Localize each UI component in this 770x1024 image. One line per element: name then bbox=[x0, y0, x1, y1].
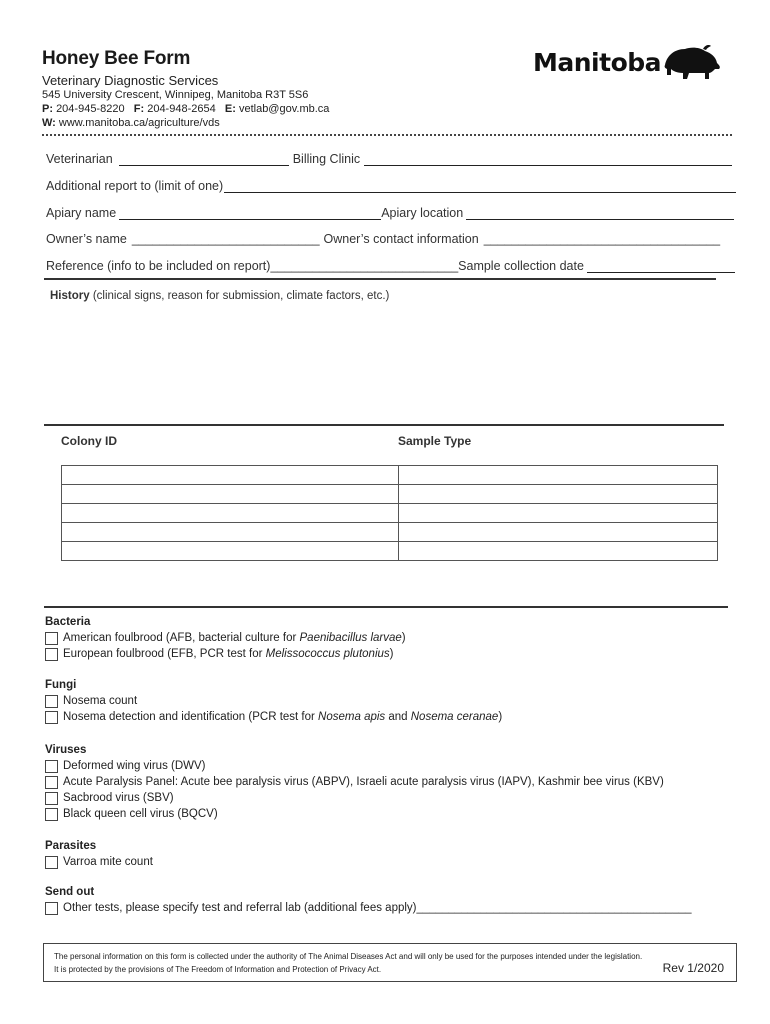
owners-name-field[interactable]: ___________________________ bbox=[131, 232, 320, 246]
contact-line bbox=[42, 102, 732, 116]
manitoba-logo bbox=[533, 40, 733, 85]
afb-label: American foulbrood (AFB, bacterial culture for Paenibacillus larvae) bbox=[63, 632, 406, 644]
send-out-title: Send out bbox=[45, 886, 95, 898]
virus-option[interactable] bbox=[45, 790, 664, 806]
row-reference bbox=[46, 259, 735, 273]
sample-type-cell[interactable] bbox=[399, 504, 718, 523]
phone-number: 204-945-8220 bbox=[56, 103, 125, 115]
sample-collection-date-label: Sample collection date bbox=[458, 259, 584, 273]
address: 545 University Crescent, Winnipeg, Manitoba R3T 5S6 bbox=[42, 89, 309, 101]
bacteria-title: Bacteria bbox=[45, 616, 91, 628]
veterinarian-field[interactable] bbox=[119, 153, 289, 166]
reference-label: Reference (info to be included on report) bbox=[46, 259, 271, 273]
privacy-notice-line2: It is protected by the provisions of The Freedom of Information and Protection of Privacy Act. bbox=[54, 965, 382, 974]
form-title: Honey Bee Form bbox=[42, 48, 191, 69]
reference-field[interactable]: ___________________________ bbox=[270, 259, 459, 273]
virus-label: Acute Paralysis Panel: Acute bee paralysis virus (ABPV), Israeli acute paralysis virus (IAPV), Kashmir bee virus (KBV) bbox=[63, 776, 664, 788]
virus-option[interactable] bbox=[45, 774, 664, 790]
web-line bbox=[42, 116, 732, 130]
privacy-footer bbox=[43, 943, 737, 982]
colony-id-cell[interactable] bbox=[62, 485, 399, 504]
fax-number: 204-948-2654 bbox=[147, 103, 216, 115]
send-out-section bbox=[45, 886, 692, 916]
virus-option[interactable] bbox=[45, 758, 664, 774]
row-apiary bbox=[46, 206, 734, 220]
sample-type-cell[interactable] bbox=[399, 485, 718, 504]
colony-id-cell[interactable] bbox=[62, 466, 399, 485]
additional-report-label: Additional report to (limit of one) bbox=[46, 179, 224, 193]
bison-icon bbox=[661, 43, 723, 83]
other-tests-checkbox[interactable] bbox=[45, 902, 58, 915]
efb-option[interactable] bbox=[45, 646, 406, 662]
sample-type-header: Sample Type bbox=[398, 434, 472, 448]
virus-checkbox[interactable] bbox=[45, 808, 58, 821]
varroa-option[interactable] bbox=[45, 854, 153, 870]
revision-label: Rev 1/2020 bbox=[662, 961, 724, 975]
afb-option[interactable] bbox=[45, 630, 406, 646]
fax-label: F: bbox=[133, 103, 145, 115]
nosema-pcr-checkbox[interactable] bbox=[45, 711, 58, 724]
efb-checkbox[interactable] bbox=[45, 648, 58, 661]
header-divider bbox=[42, 134, 732, 136]
history-label: History bbox=[50, 290, 90, 302]
owners-contact-label: Owner’s contact information bbox=[323, 232, 479, 246]
web-label: W: bbox=[42, 117, 56, 129]
table-row bbox=[62, 504, 718, 523]
fungi-section bbox=[45, 679, 502, 725]
department-name: Veterinary Diagnostic Services bbox=[42, 73, 219, 88]
table-row bbox=[62, 485, 718, 504]
nosema-pcr-option[interactable] bbox=[45, 709, 502, 725]
virus-label: Black queen cell virus (BQCV) bbox=[63, 808, 218, 820]
viruses-title: Viruses bbox=[45, 744, 87, 756]
additional-report-field[interactable] bbox=[224, 180, 736, 193]
website-link[interactable]: www.manitoba.ca/agriculture/vds bbox=[58, 117, 220, 129]
nosema-count-label: Nosema count bbox=[63, 695, 138, 707]
nosema-pcr-label: Nosema detection and identification (PCR test for Nosema apis and Nosema ceranae) bbox=[63, 711, 503, 723]
varroa-label: Varroa mite count bbox=[63, 856, 153, 868]
varroa-checkbox[interactable] bbox=[45, 856, 58, 869]
virus-option[interactable] bbox=[45, 806, 664, 822]
veterinarian-label: Veterinarian bbox=[46, 152, 113, 166]
virus-label: Deformed wing virus (DWV) bbox=[63, 760, 206, 772]
owners-contact-field[interactable]: __________________________________ bbox=[483, 232, 721, 246]
viruses-section bbox=[45, 744, 664, 822]
billing-clinic-field[interactable] bbox=[364, 153, 732, 166]
virus-label: Sacbrood virus (SBV) bbox=[63, 792, 174, 804]
phone-label: P: bbox=[42, 103, 53, 115]
other-tests-label: Other tests, please specify test and referral lab (additional fees apply) bbox=[63, 902, 417, 914]
sample-type-cell[interactable] bbox=[399, 466, 718, 485]
row-additional-report bbox=[46, 179, 736, 193]
virus-checkbox[interactable] bbox=[45, 792, 58, 805]
logo-text: Manitoba bbox=[533, 48, 662, 77]
history-heading bbox=[50, 290, 389, 302]
row-owner bbox=[46, 232, 720, 246]
table-top-divider bbox=[44, 424, 724, 426]
other-tests-field[interactable]: ___________________________________________ bbox=[416, 902, 692, 914]
table-row bbox=[62, 542, 718, 561]
history-hint: (clinical signs, reason for submission, climate factors, etc.) bbox=[92, 290, 390, 302]
virus-checkbox[interactable] bbox=[45, 760, 58, 773]
privacy-notice-line1: The personal information on this form is collected under the authority of The Animal Diseases Act and will only be used for the purposes intended under the legislation. bbox=[54, 952, 643, 961]
colony-id-cell[interactable] bbox=[62, 504, 399, 523]
nosema-count-option[interactable] bbox=[45, 693, 502, 709]
afb-checkbox[interactable] bbox=[45, 632, 58, 645]
sample-table bbox=[61, 465, 718, 561]
sample-type-cell[interactable] bbox=[399, 523, 718, 542]
colony-id-cell[interactable] bbox=[62, 542, 399, 561]
history-textarea[interactable] bbox=[44, 306, 724, 424]
apiary-location-field[interactable] bbox=[466, 207, 734, 220]
nosema-count-checkbox[interactable] bbox=[45, 695, 58, 708]
email-label: E: bbox=[224, 103, 236, 115]
email-address[interactable]: vetlab@gov.mb.ca bbox=[238, 103, 330, 115]
other-tests-option[interactable] bbox=[45, 900, 692, 916]
bacteria-section bbox=[45, 616, 406, 662]
billing-clinic-label: Billing Clinic bbox=[292, 152, 361, 166]
sample-type-cell[interactable] bbox=[399, 542, 718, 561]
fungi-title: Fungi bbox=[45, 679, 77, 691]
history-divider bbox=[44, 278, 716, 280]
efb-label: European foulbrood (EFB, PCR test for Melissococcus plutonius) bbox=[63, 648, 394, 660]
apiary-location-label: Apiary location bbox=[381, 206, 464, 220]
virus-checkbox[interactable] bbox=[45, 776, 58, 789]
row-veterinarian bbox=[46, 152, 732, 166]
tests-divider bbox=[44, 606, 728, 608]
sample-collection-date-field[interactable] bbox=[587, 260, 735, 273]
owners-name-label: Owner’s name bbox=[46, 232, 127, 246]
table-row bbox=[62, 523, 718, 542]
parasites-title: Parasites bbox=[45, 840, 97, 852]
parasites-section bbox=[45, 840, 153, 870]
colony-id-cell[interactable] bbox=[62, 523, 399, 542]
colony-id-header: Colony ID bbox=[61, 434, 117, 448]
apiary-name-field[interactable] bbox=[119, 207, 381, 220]
apiary-name-label: Apiary name bbox=[46, 206, 117, 220]
table-row bbox=[62, 466, 718, 485]
